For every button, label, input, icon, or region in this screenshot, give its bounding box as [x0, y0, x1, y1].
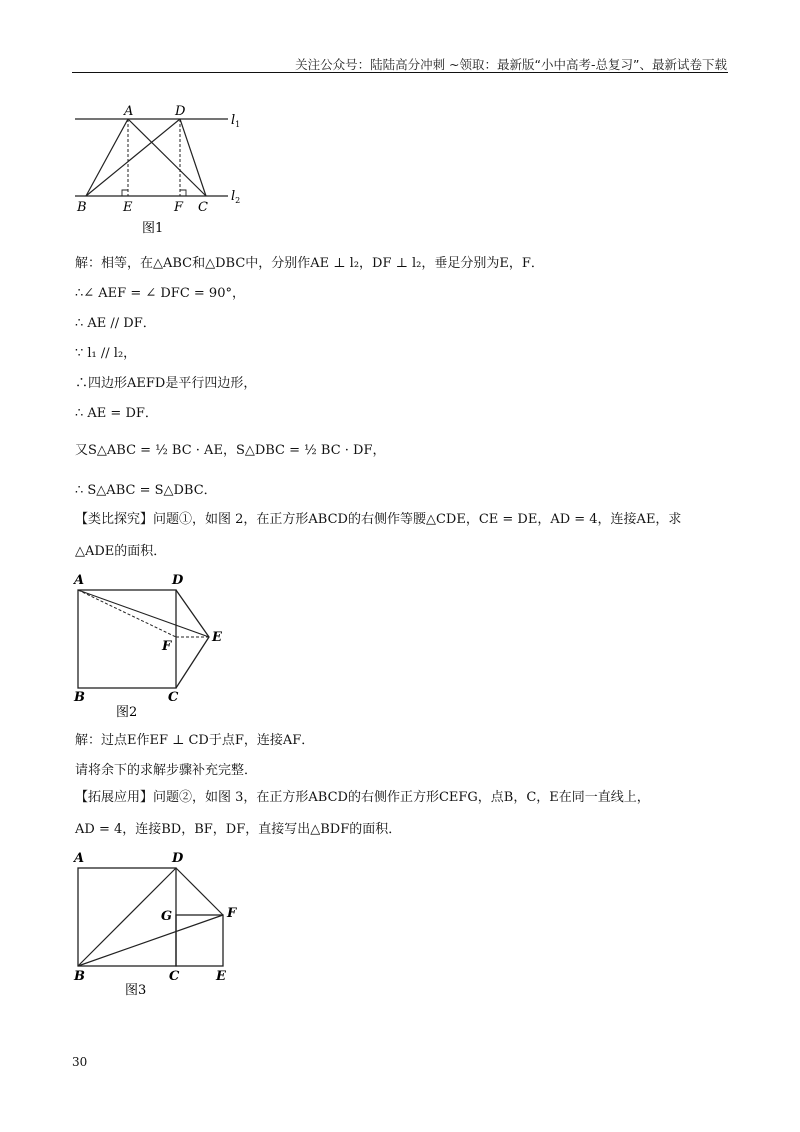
fig3-caption: 图3 [125, 983, 147, 998]
fig1-label-l2: l [231, 189, 236, 204]
solution1-line5: ∴四边形AEFD是平行四边形， [75, 376, 257, 391]
fig3-label-B: B [74, 969, 85, 984]
fig1-label-D: D [175, 104, 186, 119]
fig2-label-E: E [212, 630, 222, 645]
fig1-label-C: C [198, 200, 208, 215]
fig1-label-E: E [123, 200, 133, 215]
problem2-line2: AD = 4，连接BD，BF，DF，直接写出△BDF的面积． [75, 822, 402, 837]
page-header: 关注公众号：陆陆高分冲刺 ~领取：最新版“小中高考-总复习”、最新试卷下载 [295, 57, 727, 72]
fig3-label-D: D [172, 851, 184, 866]
svg-text:l2 [231, 189, 240, 205]
fig1-label-l1: l [231, 113, 236, 128]
fig1-label-F: F [174, 200, 184, 215]
fig1-caption: 图1 [142, 221, 164, 236]
fig3-label-F: F [227, 906, 237, 921]
header-rule [72, 72, 728, 73]
fig2-label-B: B [74, 690, 85, 705]
fig1-label-l2-sub: 2 [235, 196, 241, 205]
fig2-label-C: C [168, 690, 179, 705]
solution1-line7: 又S△ABC = ½ BC · AE，S△DBC = ½ BC · DF， [75, 443, 386, 458]
figure-1 [70, 100, 250, 240]
fig1-label-l1-sub: 1 [235, 120, 241, 129]
solution1-line6: ∴ AE = DF． [75, 406, 158, 421]
solution1-line1: 解：相等，在△ABC和△DBC中，分别作AE ⊥ l₂，DF ⊥ l₂，垂足分别为E，F． [75, 256, 544, 271]
problem2-line1: 【拓展应用】问题②，如图 3，在正方形ABCD的右侧作正方形CEFG，点B，C，E在同一直线上， [75, 790, 650, 805]
problem1-line2: △ADE的面积． [75, 544, 167, 559]
fig2-label-A: A [74, 573, 85, 588]
solution1-line2: ∴∠ AEF = ∠ DFC = 90°， [75, 286, 245, 301]
fig2-label-F: F [162, 639, 172, 654]
solution1-line4: ∵ l₁ // l₂， [75, 346, 137, 361]
fig2-caption: 图2 [116, 705, 138, 720]
fig3-label-A: A [74, 851, 85, 866]
solution1-line3: ∴ AE // DF． [75, 316, 156, 331]
svg-text:l1 [231, 113, 240, 129]
problem1-line1: 【类比探究】问题①，如图 2，在正方形ABCD的右侧作等腰△CDE，CE = DE，AD = 4，连接AE，求 [75, 512, 682, 527]
fig3-label-G: G [161, 909, 173, 924]
fig1-label-B: B [77, 200, 87, 215]
figure-2 [70, 568, 230, 723]
solution1-line8: ∴ S△ABC = S△DBC． [75, 483, 217, 498]
page-number: 30 [72, 1055, 88, 1069]
fig3-label-C: C [169, 969, 180, 984]
solution2-line1: 解：过点E作EF ⊥ CD于点F，连接AF． [75, 733, 315, 748]
fig1-label-A: A [124, 104, 134, 119]
figure-3 [70, 846, 245, 1001]
fig3-label-E: E [216, 969, 226, 984]
fig2-label-D: D [172, 573, 184, 588]
solution2-line2: 请将余下的求解步骤补充完整． [75, 763, 258, 778]
